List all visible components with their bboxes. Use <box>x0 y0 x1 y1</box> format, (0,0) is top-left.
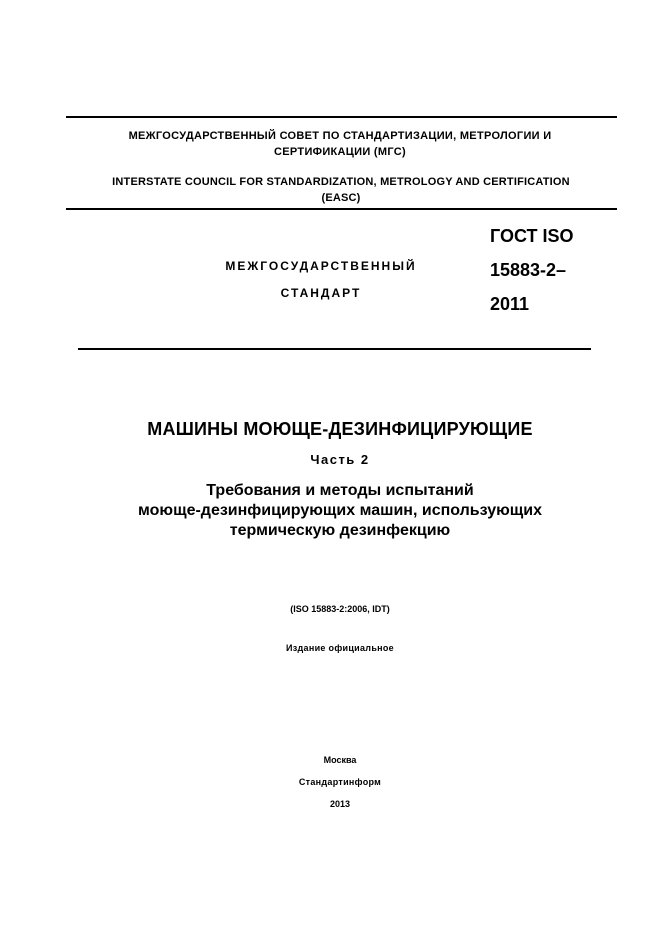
standard-number <box>490 219 610 321</box>
edition-label: Издание официальное <box>285 643 394 653</box>
imprint-city: Москва <box>323 755 357 765</box>
council-name-en-line1: INTERSTATE COUNCIL FOR STANDARDIZATION, METROLOGY AND CERTIFICATION <box>112 176 570 188</box>
council-name-en-line2: (EASC) <box>321 192 361 204</box>
council-divider-rule <box>66 208 617 210</box>
standard-type <box>190 253 452 307</box>
council-name-ru-line2: СЕРТИФИКАЦИИ (МГС) <box>274 146 406 158</box>
standard-number-line3: 2011 <box>490 294 530 314</box>
top-rule <box>66 116 617 118</box>
document-title: МАШИНЫ МОЮЩЕ-ДЕЗИНФИЦИРУЮЩИЕ <box>147 419 533 439</box>
subtitle-line3: термическую дезинфекцию <box>229 522 451 539</box>
standard-number-line2: 15883-2– <box>490 260 567 280</box>
council-name-en <box>66 174 616 206</box>
standard-type-line1: МЕЖГОСУДАРСТВЕННЫЙ <box>225 259 417 273</box>
subtitle-line1: Требования и методы испытаний <box>206 482 474 499</box>
iso-reference: (ISO 15883-2:2006, IDT) <box>290 604 390 614</box>
standard-number-line1: ГОСТ ISO <box>490 226 574 246</box>
standard-type-line2: СТАНДАРТ <box>280 286 362 300</box>
council-name-ru <box>80 128 600 160</box>
subtitle-line2: моюще-дезинфицирующих машин, использующих <box>138 502 542 519</box>
standard-block-rule <box>78 348 591 350</box>
document-subtitle <box>60 481 620 541</box>
council-name-ru-line1: МЕЖГОСУДАРСТВЕННЫЙ СОВЕТ ПО СТАНДАРТИЗАЦИИ, МЕТРОЛОГИИ И <box>128 130 552 142</box>
imprint-publisher: Стандартинформ <box>298 777 382 787</box>
imprint-year: 2013 <box>329 799 351 809</box>
part-label: Часть 2 <box>310 452 370 467</box>
